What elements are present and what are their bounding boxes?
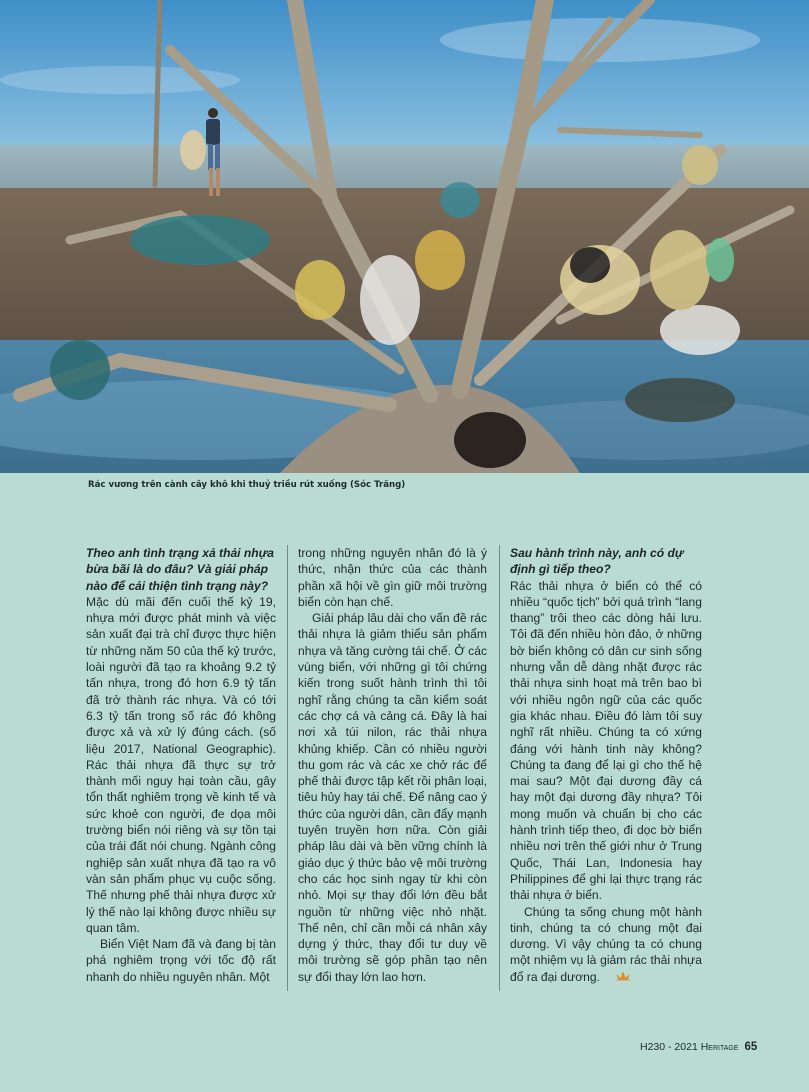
paragraph — [510, 904, 702, 985]
article-column-2 — [298, 545, 487, 985]
paragraph: Giải pháp lâu dài cho vấn đề rác thải nhựa là giảm thiểu sản phẩm nhựa và tăng cường tái chế. Ở các vùng biển, với những gì tôi chứng kiến trong suốt hành trình thì tôi nghĩ rằng chúng ta cần kiểm soát các chợ cá và cảng cá. Đây là hai nơi xả túi nilon, rác thải nhựa khủng khiếp. Cần có nhiều người thu gom rác và các xe chở rác để phế thải được tập kết rồi phân loại, tiêu hủy hay tái chế. Để nâng cao ý thức của người dân, cần đẩy mạnh tuyên truyền hơn nữa. Còn giải pháp lâu dài và bền vững chính là giáo dục ý thức bảo vệ môi trường cho các học sinh ngay từ khi còn nhỏ. Mọi sự thay đổi lớn đều bắt nguồn từ những việc nhỏ nhặt. Thế nên, chỉ cần mỗi cá nhân xây dựng ý thức, thay đổi tư duy về môi trường sẽ góp phần tạo nên sự đổi thay lớn lao hơn. — [298, 611, 487, 984]
interview-question: Theo anh tình trạng xả thải nhựa bừa bãi là do đâu? Và giải pháp nào để cải thiện tình trạng này? — [86, 546, 275, 593]
driftwood-plastic-photo — [0, 0, 809, 473]
lotus-end-mark-icon — [602, 969, 630, 985]
paragraph: Biển Việt Nam đã và đang bị tàn phá nghiêm trọng với tốc độ rất nhanh do nhiều nguyên nhân. Một — [86, 937, 276, 984]
paragraph: trong những nguyên nhân đó là ý thức, nhận thức của các thành phần xã hội về gìn giữ môi trường biển còn hạn chế. — [298, 546, 487, 609]
interview-question: Sau hành trình này, anh có dự định gì tiếp theo? — [510, 546, 684, 577]
issue-number: H230 - 2021 — [640, 1041, 698, 1053]
hero-photo — [0, 0, 809, 473]
paragraph: Rác thải nhựa ở biển có thể có nhiều “quốc tịch” bởi quá trình “lang thang” trôi theo các dòng hải lưu. Tôi đã đến nhiều hòn đảo, ở những bờ biển không có dân cư sinh sống nhưng vẫn dễ dàng nhặt được rác thải nhựa sinh hoạt mà trên bao bì với nhiều ngôn ngữ của các quốc gia khác nhau. Điều đó làm tôi suy nghĩ rất nhiều. Chúng ta có xứng đáng với hành tinh này không? Chúng ta đang để lại gì cho thế hệ mai sau? Một đại dương đầy cá hay một đại dương đầy nhựa? Tôi mong muốn và chuẩn bị cho các hành trình tiếp theo, đi dọc bờ biển nhiều nơi trên thế giới như ở Trung Quốc, Thái Lan, Indonesia hay Philippines để ghi lại thực trạng rác thải nhựa ở biển. — [510, 578, 702, 903]
page-footer — [640, 1041, 757, 1053]
paragraph-text: Chúng ta sống chung một hành tinh, chúng ta có chung một đại dương. Vì vậy chúng ta có chung một nhiệm vụ là giảm rác thải nhựa đổ ra đại dương. — [510, 904, 702, 984]
magazine-name: Heritage — [700, 1041, 739, 1053]
article-column-1 — [86, 545, 276, 985]
column-rule — [499, 545, 500, 991]
article-column-3 — [510, 545, 702, 985]
page-number: 65 — [744, 1041, 758, 1053]
photo-caption: Rác vương trên cành cây khô khi thuỷ triều rút xuống (Sóc Trăng) — [88, 480, 406, 490]
paragraph: Mặc dù mãi đến cuối thế kỷ 19, nhựa mới được phát minh và việc sản xuất đại trà chỉ được thực hiện từ những năm 50 của thế kỷ trước, loài người đã tạo ra khoảng 9.2 tỷ tấn nhựa, trong đó hơn 6.9 tỷ tấn đã trở thành rác nhựa. Và có tới 6.3 tỷ tấn trong số rác đó không được xả và xử lý đúng cách. (số liệu 2017, National Geographic). Rác thải nhựa đã thực sự trở thành mối nguy hại toàn cầu, gây tổn thất nghiêm trọng về kinh tế và sức khoẻ con người, đe dọa môi trường biển nói riêng và sự tồn tại của trái đất nói chung. Ngành công nghiệp sản xuất nhựa đã tạo ra vô vàn sản phẩm phục vụ cuộc sống. Thế nhưng phế thải nhựa được xử lý thế nào lại không được nhiều sự quan tâm. — [86, 594, 276, 935]
column-rule — [287, 545, 288, 991]
